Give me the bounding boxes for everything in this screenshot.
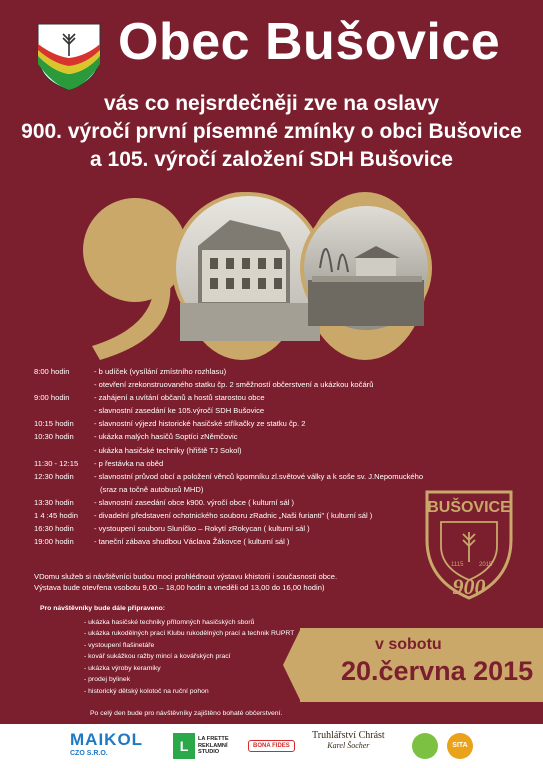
truhlarstvi-sub: Karel Šocher [327, 741, 370, 750]
list-item: - vystoupení flašinetáře [84, 640, 294, 652]
program-description: - slavnostní výjezd historické hasičské stříkačky ze statku čp. 2 [94, 419, 306, 429]
program-time: 16:30 hodin [34, 524, 74, 534]
truhlarstvi-name: Truhlářství Chrást [312, 730, 385, 741]
program-time: 10:30 hodin [34, 432, 74, 442]
truhlarstvi-logo [312, 730, 385, 762]
program-description: - b udíček (vysílání zmístního rozhlasu) [94, 367, 227, 376]
program-time: 1 4 :45 hodin [34, 511, 78, 521]
list-item: - ukázka hasičské techniky přítomných hasičských sborů [84, 617, 294, 629]
program-description: - otevření zrekonstruovaného statku čp. 2 směžností občerstvení a ukázkou kočárů [94, 380, 374, 390]
exhibition-line-2: Výstava bude otevřena vsobotu 9,00 – 18,00 hodin a vneděli od 13,00 do 16,00 hodin) [34, 583, 325, 592]
program-time: 19:00 hodin [34, 537, 74, 547]
green-circle-icon [412, 733, 438, 759]
program-row [34, 417, 434, 430]
program-row [34, 391, 434, 404]
date-weekday: v sobotu [375, 636, 442, 653]
program-row [34, 404, 434, 417]
la-frette-mark-icon: L [173, 733, 195, 759]
program-description: - vystoupení souboru Sluníčko – Rokytí zRokycan ( kulturní sál ) [94, 524, 310, 534]
program-row [34, 470, 434, 483]
program-row [34, 378, 434, 391]
program-time: 8:00 hodin [34, 367, 70, 376]
program-schedule [34, 365, 434, 548]
program-row [34, 444, 434, 457]
program-row [34, 483, 434, 496]
sita-logo [447, 730, 473, 762]
list-item: - ukázka výroby keramiky [84, 663, 294, 675]
sita-name: SITA [447, 733, 473, 759]
hero-900-graphic [80, 188, 460, 363]
la-frette-logo [173, 730, 236, 762]
program-row [34, 430, 434, 443]
invite-line: vás co nejsrdečněji zve na oslavy [103, 92, 439, 115]
busovice-900-badge [423, 488, 515, 600]
badge-year-1: 1115 [451, 562, 464, 568]
program-time: 11:30 - 12:15 [34, 458, 79, 468]
list-item: - prodej bylinek [84, 674, 294, 686]
date-main: 20.června 2015 [341, 656, 534, 686]
visitors-items [40, 617, 294, 698]
program-row [34, 457, 434, 470]
badge-number: 900 [452, 574, 486, 599]
list-item: - ukázka rukodělných prací Klubu rukodělných prací a technik RUPRT [84, 628, 294, 640]
program-description: - zahájení a uvítání občanů a hostů starostou obce [94, 393, 265, 403]
sdh-line: a 105. výročí založení SDH Bušovice [90, 148, 453, 171]
maikol-name: MAIKOL [70, 730, 144, 749]
program-description: - ukázka hasičské techniky (hřiště TJ Sokol) [94, 445, 242, 455]
maikol-logo [70, 730, 143, 762]
program-row [34, 535, 434, 548]
program-row [34, 496, 434, 509]
program-description: (sraz na točně autobusů MHD) [100, 484, 204, 494]
green-circle-logo [412, 730, 438, 762]
program-description: - divadelní představení ochotnického souboru zRadnic „Naši furianti" ( kulturní sál ) [94, 511, 373, 521]
program-time: 9:00 hodin [34, 393, 70, 403]
refreshments-note: Po celý den bude pro návštěvníky zajištěno bohaté občerstvení. [90, 710, 283, 717]
program-row [34, 522, 434, 535]
date-band-tip [283, 628, 301, 702]
visitors-heading: Pro návštěvníky bude dále připraveno: [40, 605, 166, 612]
sponsor-footer [0, 724, 543, 768]
program-row [34, 365, 434, 378]
coat-of-arms-icon [34, 20, 104, 92]
la-frette-name: LA FRETTE REKLAMNÍ STUDIO [198, 736, 229, 756]
program-time: 12:30 hodin [34, 471, 74, 481]
program-time: 10:15 hodin [34, 419, 74, 429]
list-item: - historický dětský kolotoč na ruční pohon [84, 686, 294, 698]
program-description: - taneční zábava shudbou Václava Žákovce ( kulturní sál ) [94, 537, 290, 547]
bona-fides-name: BONA FIDES [248, 740, 295, 752]
badge-name: BUŠOVICE [427, 499, 511, 516]
visitors-list [40, 603, 294, 697]
program-description: - slavnostní zasedání ke 105.výročí SDH Bušovice [94, 406, 265, 416]
exhibition-line-1: VDomu služeb si návštěvníci budou moci prohlédnout výstavu khistorii i současnosti obce. [34, 572, 338, 581]
program-time: 13:30 hodin [34, 497, 74, 507]
program-description: - slavnostní zasedání obce k900. výročí obce ( kulturní sál ) [94, 497, 295, 507]
anniversary-line: 900. výročí první písemné zmínky o obci Bušovice [21, 120, 522, 143]
program-row [34, 509, 434, 522]
page-title: Obec Bušovice [118, 13, 501, 71]
badge-year-2: 2015 [479, 562, 493, 568]
program-description: - slavnostní průvod obcí a položení věnců kpomníku zl.světové války a k soše sv. J.Nepomuckého [94, 471, 424, 481]
program-description: - p řestávka na oběd [94, 458, 164, 468]
list-item: - kovář sukážkou ražby mincí a kovářských prací [84, 651, 294, 663]
program-description: - ukázka malých hasičů Soptíci zNěmčovic [94, 432, 238, 442]
maikol-sub: CZO S.R.O. [70, 750, 108, 757]
bona-fides-logo [248, 730, 295, 762]
exhibition-info [34, 571, 337, 593]
